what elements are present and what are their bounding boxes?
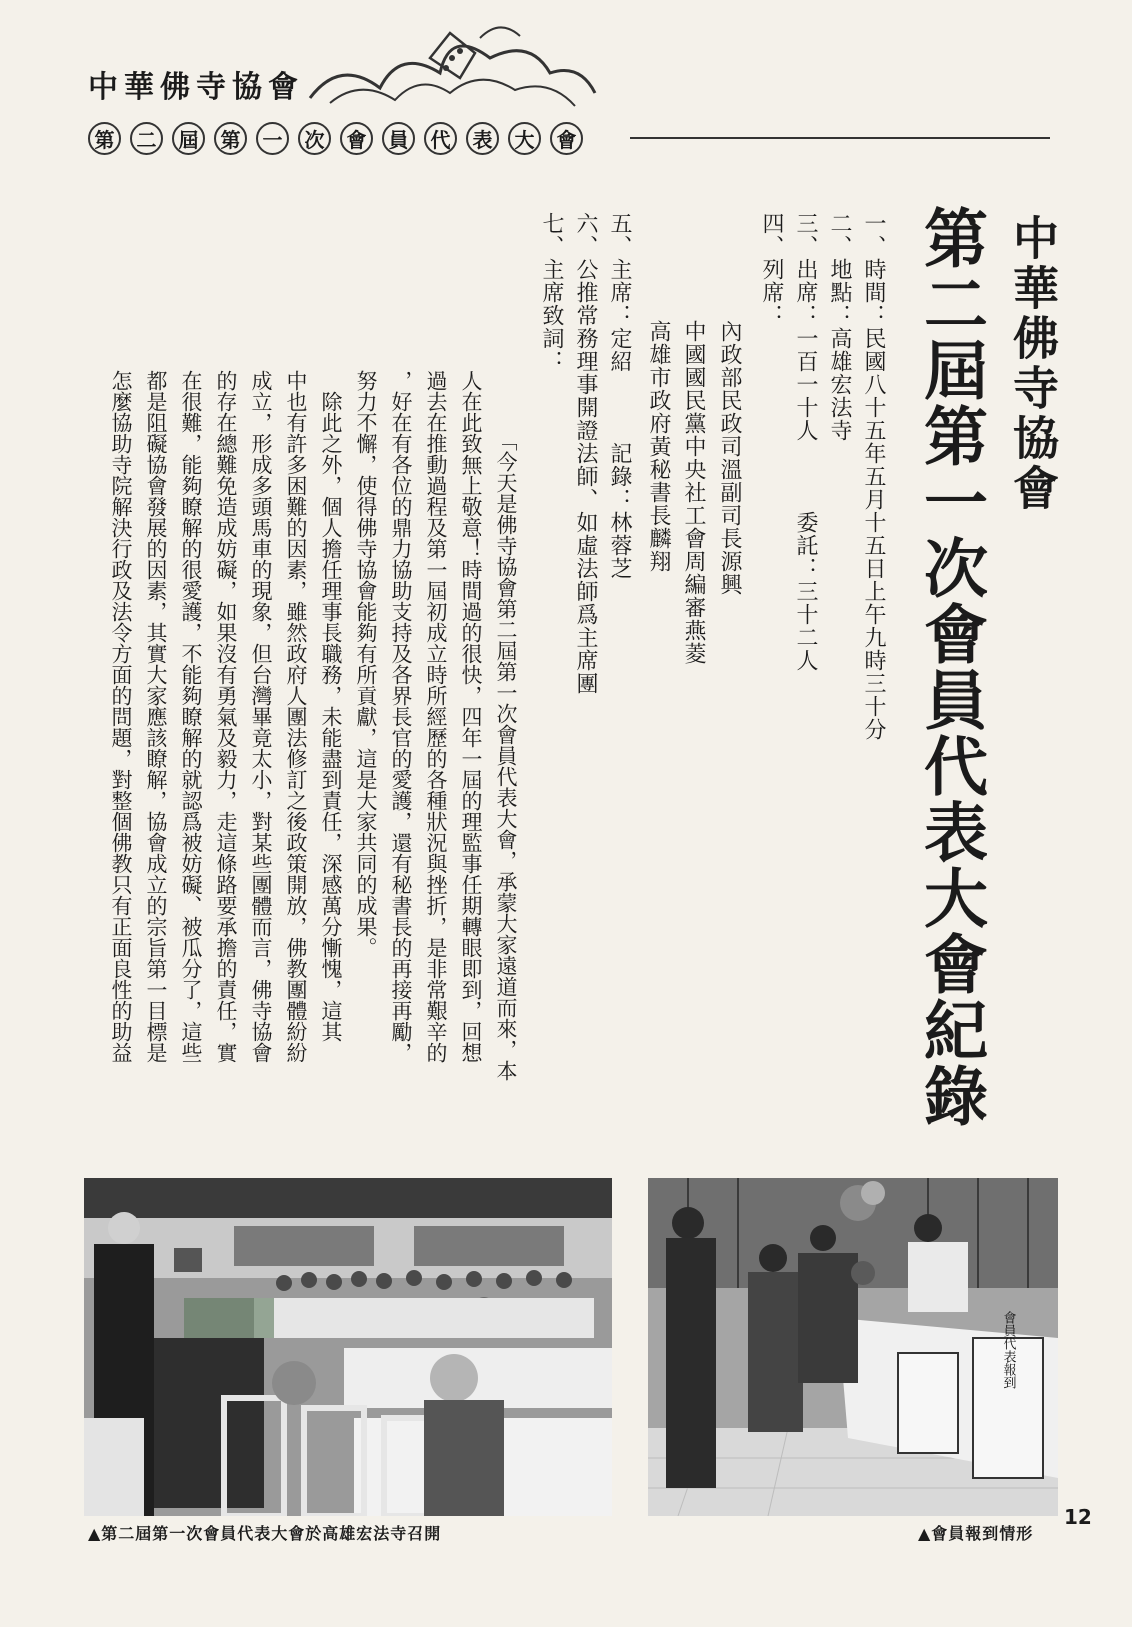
item-speech-label: 七、主席致詞： [539, 212, 564, 373]
item-time: 一、時間：民國八十五年五月十五日上午九時三十分 [861, 212, 886, 741]
speech-column: 成立，形成多頭馬車的現象，但台灣畢竟太小，對某些團體而言，佛寺協會 [249, 370, 273, 1063]
speech-column: 怎麼協助寺院解決行政及法令方面的問題，對整個佛教只有正面良性的助益 [109, 370, 133, 1063]
conference-char: 二 [130, 122, 163, 155]
header-divider [630, 137, 1050, 139]
conference-char: 表 [466, 122, 499, 155]
conference-char: 大 [508, 122, 541, 155]
conference-char: 會 [550, 122, 583, 155]
speech-column: 在很難，能夠瞭解的很愛護，不能夠瞭解的就認爲被妨礙、被瓜分了，這些 [179, 370, 203, 1063]
sign-text: 會員代表報到 [1000, 1311, 1016, 1389]
speech-column: 過去在推動過程及第一屆初成立時所經歷的各種狀況與挫折，是非常艱辛的 [424, 370, 448, 1063]
page-title: 第二屆第一次會員代表大會紀錄 [913, 205, 988, 1129]
guest-item: 高雄市政府黃秘書長麟翔 [646, 320, 671, 573]
guest-item: 內政部民政司溫副司長源興 [717, 320, 742, 596]
guest-item: 中國國民黨中央社工會周編審燕菱 [681, 320, 706, 665]
conference-char: 次 [298, 122, 331, 155]
item-chair: 五、主席：定紹 記錄：林蓉芝 [607, 212, 632, 580]
speech-column: 都是阻礙協會發展的因素，其實大家應該瞭解，協會成立的宗旨第一目標是 [144, 370, 168, 1063]
cloud-ornament-icon [300, 18, 600, 118]
conference-char: 代 [424, 122, 457, 155]
conference-char: 第 [214, 122, 247, 155]
conference-char: 一 [256, 122, 289, 155]
conference-title-bar [88, 118, 592, 158]
photo-caption: ▲會員報到情形 [918, 1524, 1034, 1543]
meeting-hall-photo [84, 1178, 612, 1516]
speech-column: 中也有許多困難的因素，雖然政府人團法修訂之後政策開放，佛教團體紛紛 [284, 370, 308, 1063]
speech-column: 除此之外，個人擔任理事長職務，未能盡到責任，深感萬分慚愧，這其 [319, 370, 343, 1042]
item-guests-label: 四、列席： [759, 212, 784, 327]
item-place: 二、地點：高雄宏法寺 [827, 212, 852, 442]
conference-char: 會 [340, 122, 373, 155]
speech-column: 的存在總難免造成妨礙，如果沒有勇氣及毅力，走這條路要承擔的責任，實 [214, 370, 238, 1063]
conference-char: 員 [382, 122, 415, 155]
conference-char: 第 [88, 122, 121, 155]
title-subheading: 中華佛寺協會 [1006, 214, 1060, 514]
speech-column: 努力不懈，使得佛寺協會能夠有所貢獻，這是大家共同的成果。 [354, 370, 378, 958]
speech-column: 人在此致無上敬意！時間過的很快，四年一屆的理監事任期轉眼即到，回想 [459, 370, 483, 1063]
item-attendance: 三、出席：一百一十人 委託：三十二人 [793, 212, 818, 672]
photo-caption: ▲第二屆第一次會員代表大會於高雄宏法寺召開 [88, 1524, 442, 1543]
registration-photo [648, 1178, 1058, 1516]
org-name-header: 中華佛寺協會 [88, 70, 304, 105]
page-number: 12 [1064, 1505, 1092, 1529]
speech-column: 「今天是佛寺協會第二屆第一次會員代表大會，承蒙大家遠道而來，本 [494, 430, 518, 1081]
item-presidium: 六、公推常務理事開證法師、如虛法師爲主席團 [573, 212, 598, 695]
conference-char: 屆 [172, 122, 205, 155]
speech-column: ，好在有各位的鼎力協助支持及各界長官的愛護，還有秘書長的再接再勵， [389, 370, 413, 1063]
